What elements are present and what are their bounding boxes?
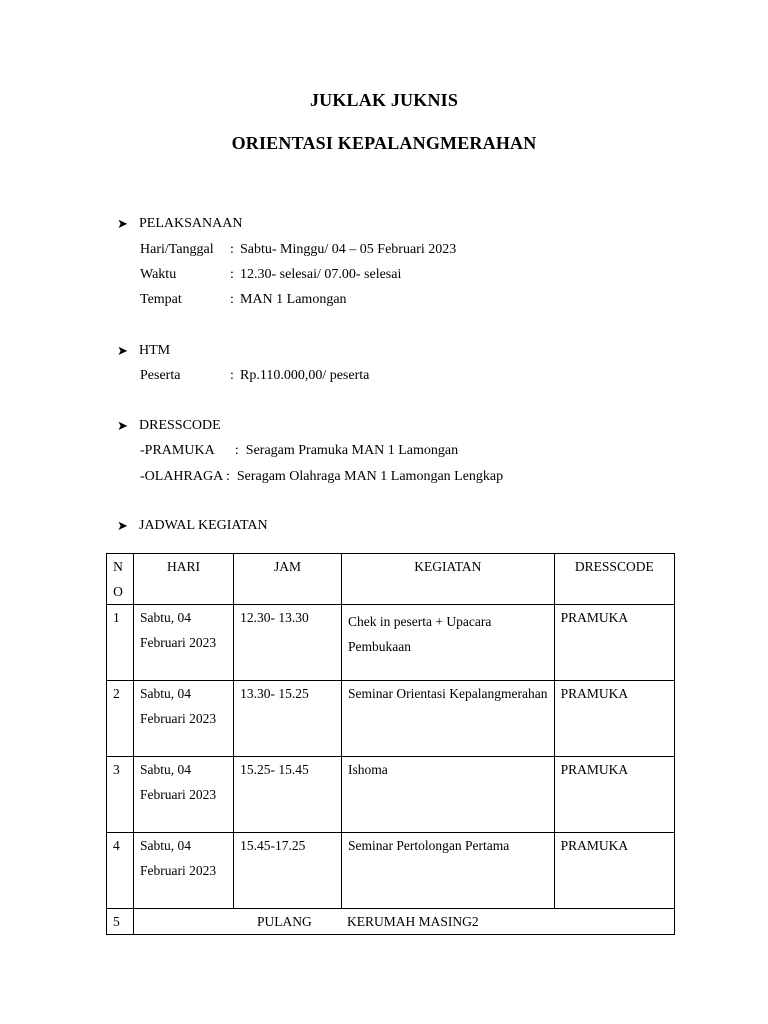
pulang-destination: KERUMAH MASING2 xyxy=(346,914,479,929)
cell-hari: Sabtu, 04 Februari 2023 xyxy=(133,833,233,909)
document-title: JUKLAK JUKNIS xyxy=(309,90,459,110)
info-label: Waktu xyxy=(140,267,177,282)
cell-jam: 12.30- 13.30 xyxy=(234,605,342,681)
cell-jam: 13.30- 15.25 xyxy=(234,681,342,757)
info-separator: : xyxy=(230,242,234,257)
cell-kegiatan: Seminar Orientasi Kepalangmerahan xyxy=(342,681,555,757)
section-heading-label: JADWAL KEGIATAN xyxy=(139,518,268,533)
info-separator: : xyxy=(230,292,234,307)
info-value: Sabtu- Minggu/ 04 – 05 Februari 2023 xyxy=(240,242,457,257)
section-heading-label: PELAKSANAAN xyxy=(139,216,243,231)
info-label: Hari/Tanggal xyxy=(140,242,214,257)
info-label: Tempat xyxy=(140,292,182,307)
cell-dresscode: PRAMUKA xyxy=(554,681,674,757)
section-htm-heading xyxy=(117,343,170,359)
document-subtitle: ORIENTASI KEPALANGMERAHAN xyxy=(231,133,537,153)
section-jadwal-heading xyxy=(117,518,268,534)
dresscode-line-pramuka: -PRAMUKA : Seragam Pramuka MAN 1 Lamongan xyxy=(140,443,459,458)
cell-hari: Sabtu, 04 Februari 2023 xyxy=(133,605,233,681)
column-header-no: N O xyxy=(107,554,134,605)
dresscode-line-olahraga: -OLAHRAGA : Seragam Olahraga MAN 1 Lamongan Lengkap xyxy=(140,469,504,484)
cell-jam: 15.25- 15.45 xyxy=(234,757,342,833)
section-heading-label: HTM xyxy=(139,343,171,358)
arrow-bullet-icon: ➤ xyxy=(117,518,128,533)
column-header-hari: HARI xyxy=(133,554,233,605)
info-row-hari-tanggal xyxy=(140,242,456,258)
info-separator: : xyxy=(230,267,234,282)
cell-no: 3 xyxy=(107,757,134,833)
column-header-jam: JAM xyxy=(234,554,342,605)
arrow-bullet-icon: ➤ xyxy=(117,418,128,433)
table-row xyxy=(107,833,675,909)
cell-no: 1 xyxy=(107,605,134,681)
info-row-waktu xyxy=(140,267,401,283)
cell-no: 4 xyxy=(107,833,134,909)
arrow-bullet-icon: ➤ xyxy=(117,343,128,358)
table-row xyxy=(107,605,675,681)
info-label: Peserta xyxy=(140,368,181,383)
arrow-bullet-icon: ➤ xyxy=(117,216,128,231)
cell-dresscode: PRAMUKA xyxy=(554,605,674,681)
table-header-row xyxy=(107,554,675,605)
cell-dresscode: PRAMUKA xyxy=(554,757,674,833)
cell-kegiatan: Ishoma xyxy=(342,757,555,833)
section-pelaksanaan-heading xyxy=(117,216,242,232)
cell-kegiatan: Seminar Pertolongan Pertama xyxy=(342,833,555,909)
cell-jam: 15.45-17.25 xyxy=(234,833,342,909)
column-header-dresscode: DRESSCODE xyxy=(554,554,674,605)
pulang-label: PULANG xyxy=(256,914,312,929)
info-row-tempat xyxy=(140,292,347,308)
table-row xyxy=(107,757,675,833)
info-value: Rp.110.000,00/ peserta xyxy=(240,368,370,383)
info-value: 12.30- selesai/ 07.00- selesai xyxy=(240,267,402,282)
table-row xyxy=(107,681,675,757)
section-dresscode-heading xyxy=(117,418,221,434)
cell-hari: Sabtu, 04 Februari 2023 xyxy=(133,757,233,833)
info-separator: : xyxy=(230,368,234,383)
info-value: MAN 1 Lamongan xyxy=(240,292,347,307)
cell-kegiatan: Chek in peserta + Upacara Pembukaan xyxy=(342,605,555,681)
cell-hari: Sabtu, 04 Februari 2023 xyxy=(133,681,233,757)
table-row-final xyxy=(107,909,675,935)
cell-no: 2 xyxy=(107,681,134,757)
column-header-kegiatan: KEGIATAN xyxy=(342,554,555,605)
info-row-peserta xyxy=(140,368,369,384)
schedule-table xyxy=(106,553,675,935)
cell-dresscode: PRAMUKA xyxy=(554,833,674,909)
cell-no: 5 xyxy=(107,909,134,935)
section-heading-label: DRESSCODE xyxy=(139,418,221,433)
cell-pulang xyxy=(133,909,674,935)
